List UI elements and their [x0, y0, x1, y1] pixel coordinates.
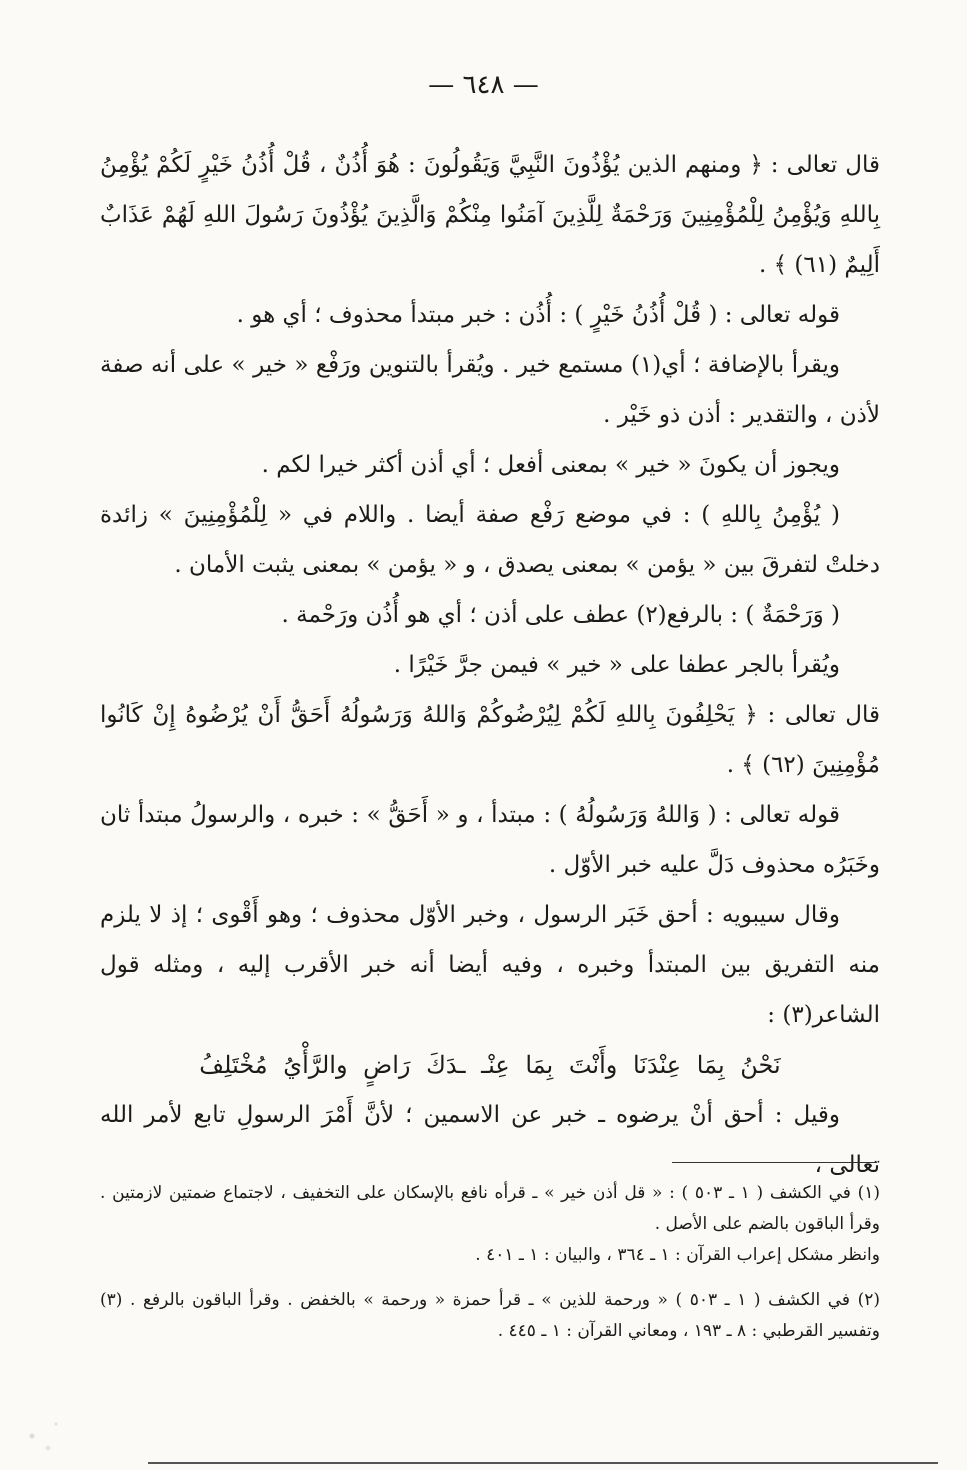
verse-62-quote: قال تعالى : ﴿ يَحْلِفُونَ بِاللهِ لَكُمْ لِيُرْضُوكُمْ وَاللهُ وَرَسُولُهُ أَحَقُّ أَنْ يُرْضُوهُ إِنْ كَانُوا مُؤْمِنِينَ (٦٢) ﴾ . — [100, 702, 880, 778]
paragraph: وقيل : أحق أنْ يرضوه ـ خبر عن الاسمين ؛ لأنَّ أَمْرَ الرسولِ تابع لأمر الله تعالى ، — [100, 1102, 880, 1178]
paragraph: ويجوز أن يكونَ « خير » بمعنى أفعل ؛ أي أذن أكثر خيرا لكم . — [261, 452, 840, 478]
paragraph: قوله تعالى : ( قُلْ أُذُنُ خَيْرٍ ) : أُذُن : خبر مبتدأ محذوف ؛ أي هو . — [236, 302, 840, 328]
scan-speckle — [8, 1400, 88, 1460]
footnote-1-ref: وانظر مشكل إعراب القرآن : ١ ـ ٣٦٤ ، والبيان : ١ ـ ٤٠١ . — [475, 1245, 880, 1265]
paragraph: قوله تعالى : ( وَاللهُ وَرَسُولُهُ ) : مبتدأ ، و « أَحَقُّ » : خبره ، والرسولُ مبتدأ ثان وخَبَرُه محذوف دَلَّ عليه خبر الأوّل . — [100, 802, 880, 878]
paragraph: وقال سيبويه : أحق خَبَر الرسول ، وخبر الأوّل محذوف ؛ وهو أَقْوى ؛ إذ لا يلزم منه التفريق بين المبتدأ وخبره ، وفيه أيضا أنه خبر الأقرب إليه ، ومثله قول الشاعر(٣) : — [100, 902, 880, 1028]
paragraph: ويُقرأ بالجر عطفا على « خير » فيمن جرَّ خَيْرًا . — [393, 652, 840, 678]
paragraph: ( وَرَحْمَةٌ ) : بالرفع(٢) عطف على أذن ؛ أي هو أُذُن ورَحْمة . — [281, 602, 840, 628]
footnote-1: (١) في الكشف ( ١ ـ ٥٠٣ ) : « قل أذن خير » ـ قرأه نافع بالإسكان على التخفيف ، لاجتماع ضمتين لازمتين . وقرأ الباقون بالضم على الأصل . — [100, 1183, 880, 1234]
page-number: — ٦٤٨ — — [428, 70, 539, 100]
paragraph: ( يُؤْمِنُ بِاللهِ ) : في موضع رَفْع صفة أيضا . واللام في « لِلْمُؤْمِنِينَ » زائدة دخلتْ لتفرقَ بين « يؤمن » بمعنى يصدق ، و « يؤمن » بمعنى يثبت الأمان . — [100, 502, 880, 578]
footnote-separator — [672, 1162, 877, 1163]
footnote-2-3: (٢) في الكشف ( ١ ـ ٥٠٣ ) « ورحمة للذين » ـ قرأ حمزة « ورحمة » بالخفض . وقرأ الباقون بالرفع . (٣) وتفسير القرطبي : ٨ ـ ١٩٣ ، ومعاني القرآن : ١ ـ ٤٤٥ . — [100, 1290, 880, 1341]
poetry-verse: نَحْنُ بِمَا عِنْدَنَا وأَنْتَ بِمَا عِنْـ ـدَكَ رَاضٍ والرَّأْيُ مُخْتَلِفُ — [199, 1051, 781, 1079]
paragraph: ويقرأ بالإضافة ؛ أي(١) مستمع خير . ويُقرأ بالتنوين ورَفْع « خير » على أنه صفة لأذن ، والتقدير : أذن ذو خَيْر . — [100, 352, 880, 428]
footnotes — [100, 1178, 880, 1347]
bottom-rule — [148, 1462, 938, 1464]
main-text — [100, 140, 880, 1190]
verse-61-quote: قال تعالى : ﴿ ومنهم الذين يُؤْذُونَ النَّبِيَّ وَيَقُولُونَ : هُوَ أُذُنٌ ، قُلْ أُذُنُ خَيْرٍ لَكُمْ يُؤْمِنُ بِاللهِ وَيُؤْمِنُ لِلْمُؤْمِنِينَ وَرَحْمَةٌ لِلَّذِينَ آمَنُوا مِنْكُمْ وَالَّذِينَ يُؤْذُونَ رَسُولَ اللهِ لَهُمْ عَذَابٌ أَلِيمٌ (٦١) ﴾ . — [100, 152, 880, 278]
